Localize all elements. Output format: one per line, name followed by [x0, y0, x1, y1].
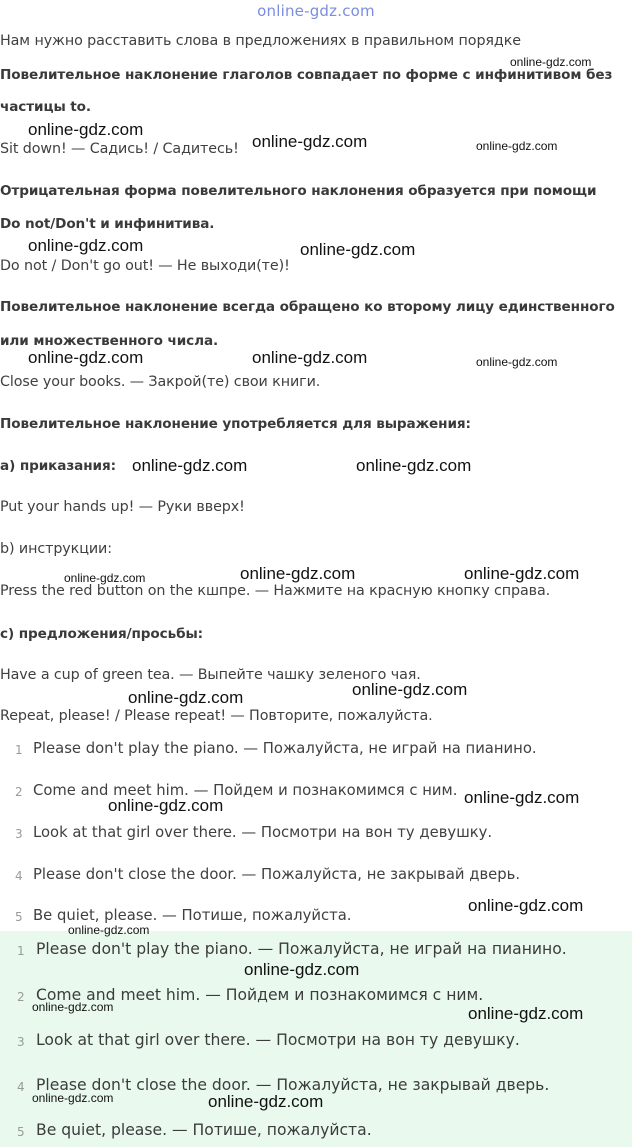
rule1-line2: частицы to. — [0, 99, 91, 115]
exercise-number: 2 — [15, 785, 23, 799]
watermark: online-gdz.com — [108, 796, 224, 815]
watermark: online-gdz.com — [468, 1004, 584, 1023]
rule2-line1: Отрицательная форма повелительного наклонения образуется при помощи — [0, 183, 597, 199]
answer-item: Please don't play the piano. — Пожалуйста, не играй на пианино. — [36, 940, 567, 958]
watermark: online-gdz.com — [300, 240, 416, 259]
answer-item: Please don't close the door. — Пожалуйста, не закрывай дверь. — [36, 1076, 550, 1094]
exercise-number: 1 — [15, 743, 23, 757]
site-header-link[interactable]: online-gdz.com — [257, 2, 375, 20]
exercise-number: 3 — [15, 827, 23, 841]
answer-number: 3 — [17, 1035, 25, 1049]
answer-item: Look at that girl over there. — Посмотри на вон ту девушку. — [36, 1031, 520, 1049]
answer-item: Come and meet him. — Пойдем и познакомимся с ним. — [36, 986, 484, 1004]
watermark: online-gdz.com — [352, 680, 468, 699]
watermark: online-gdz.com — [510, 55, 592, 69]
watermark: online-gdz.com — [28, 348, 144, 367]
watermark: online-gdz.com — [464, 564, 580, 583]
example-a: Put your hands up! — Руки вверх! — [0, 499, 245, 515]
example2: Do not / Don't go out! — Не выходи(те)! — [0, 258, 290, 274]
watermark: online-gdz.com — [64, 571, 146, 585]
exercise-item: Please don't play the piano. — Пожалуйста, не играй на пианино. — [33, 740, 537, 757]
example1: Sit down! — Садись! / Садитесь! — [0, 141, 239, 157]
watermark: online-gdz.com — [468, 896, 584, 915]
intro-text: Нам нужно расставить слова в предложениях в правильном порядке — [0, 33, 521, 49]
exercise-item: Please don't close the door. — Пожалуйста, не закрывай дверь. — [33, 866, 521, 883]
sub-a-heading: a) приказания: — [0, 458, 116, 474]
sub-b-heading: b) инструкции: — [0, 541, 112, 557]
rule3-line1: Повелительное наклонение всегда обращено ко второму лицу единственного — [0, 299, 615, 315]
exercise-number: 5 — [15, 910, 23, 924]
answer-number: 5 — [17, 1125, 25, 1139]
watermark: online-gdz.com — [240, 564, 356, 583]
watermark: online-gdz.com — [244, 960, 360, 979]
watermark: online-gdz.com — [132, 456, 248, 475]
answer-number: 1 — [17, 944, 25, 958]
exercise-item: Look at that girl over there. — Посмотри на вон ту девушку. — [33, 824, 493, 841]
watermark: online-gdz.com — [464, 788, 580, 807]
example-b: Press the red button on the кшпре. — Нажмите на красную кнопку справа. — [0, 583, 551, 599]
watermark: online-gdz.com — [476, 139, 558, 153]
watermark: online-gdz.com — [32, 1000, 114, 1014]
exercise-number: 4 — [15, 869, 23, 883]
answer-number: 2 — [17, 990, 25, 1004]
rule4: Повелительное наклонение употребляется для выражения: — [0, 416, 471, 432]
exercise-item: Come and meet him. — Пойдем и познакомимся с ним. — [33, 782, 458, 799]
example-c2: Repeat, please! / Please repeat! — Повторите, пожалуйста. — [0, 708, 433, 724]
watermark: online-gdz.com — [356, 456, 472, 475]
watermark: online-gdz.com — [32, 1091, 114, 1105]
watermark: online-gdz.com — [28, 120, 144, 139]
example3: Close your books. — Закрой(те) свои книги. — [0, 374, 321, 390]
answer-number: 4 — [17, 1080, 25, 1094]
sub-c-heading: c) предложения/просьбы: — [0, 626, 204, 642]
watermark: online-gdz.com — [252, 132, 368, 151]
rule2-line2: Do not/Don't и инфинитива. — [0, 216, 215, 232]
answer-item: Be quiet, please. — Потише, пожалуйста. — [36, 1121, 372, 1139]
rule3-line2: или множественного числа. — [0, 333, 219, 349]
example-c1: Have a cup of green tea. — Выпейте чашку зеленого чая. — [0, 667, 421, 683]
watermark: online-gdz.com — [68, 923, 150, 937]
rule1-line1: Повелительное наклонение глаголов совпадает по форме с инфинитивом без — [0, 67, 613, 83]
watermark: online-gdz.com — [208, 1092, 324, 1111]
watermark: online-gdz.com — [128, 688, 244, 707]
watermark: online-gdz.com — [28, 236, 144, 255]
watermark: online-gdz.com — [252, 348, 368, 367]
watermark: online-gdz.com — [476, 355, 558, 369]
exercise-item: Be quiet, please. — Потише, пожалуйста. — [33, 907, 352, 924]
